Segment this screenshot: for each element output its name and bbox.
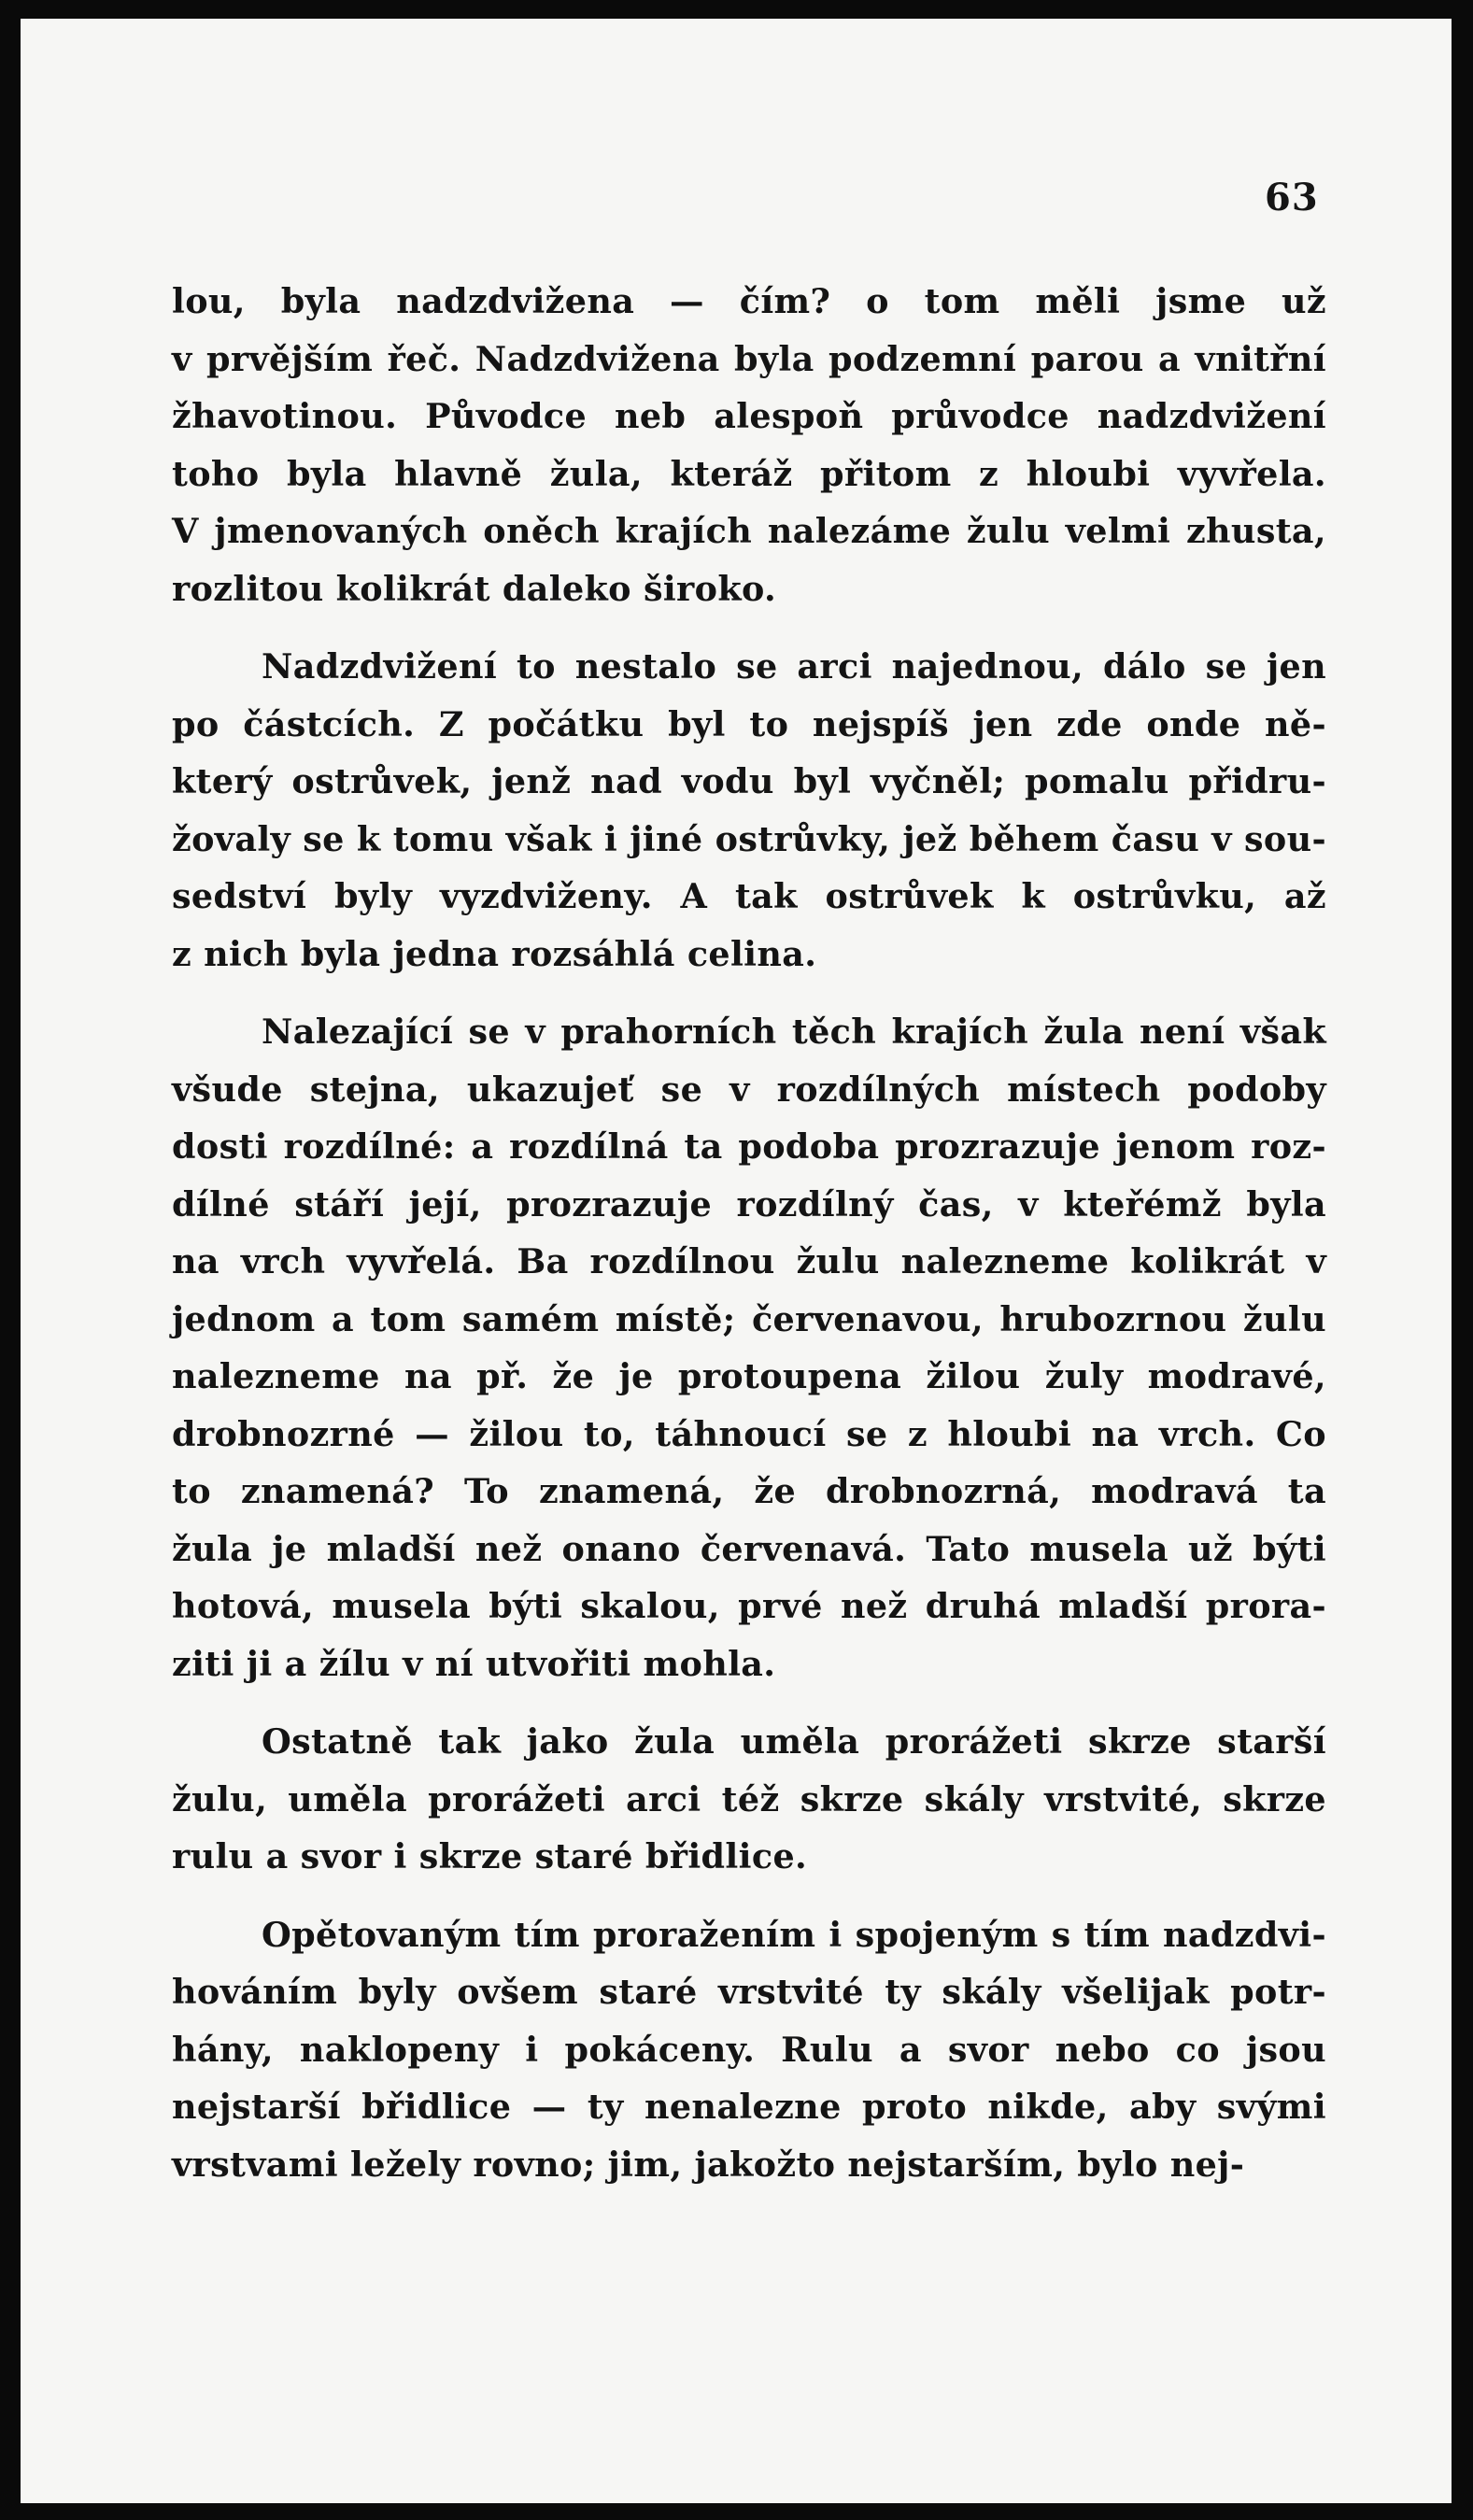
- text-line: Ostatně tak jako žula uměla prorážeti skrze starší: [262, 1721, 1326, 1762]
- paragraph: [172, 1906, 1326, 2194]
- text-line: nalezneme na př. že je protoupena žilou žuly modravé,: [172, 1356, 1326, 1396]
- text-line: z nich byla jedna rozsáhlá celina.: [172, 933, 817, 974]
- text-line: rozlitou kolikrát daleko široko.: [172, 568, 777, 609]
- text-line: žula je mladší než onano červenavá. Tato musela už býti: [172, 1528, 1326, 1569]
- paragraph: [172, 638, 1326, 983]
- text-line: ziti ji a žílu v ní utvořiti mohla.: [172, 1643, 776, 1684]
- text-line: drobnozrné — žilou to, táhnoucí se z hloubi na vrch. Co: [172, 1413, 1326, 1454]
- page-number: 63: [1265, 176, 1319, 219]
- text-line: Nadzdvižení to nestalo se arci najednou, dálo se jen: [262, 646, 1326, 687]
- text-line: který ostrůvek, jenž nad vodu byl vyčněl; pomalu přidru-: [172, 761, 1326, 801]
- text-line: hány, naklopeny i pokáceny. Rulu a svor nebo co jsou: [172, 2029, 1326, 2070]
- text-line: žovaly se k tomu však i jiné ostrůvky, jež během času v sou-: [172, 818, 1326, 859]
- book-page: [21, 19, 1452, 2503]
- text-line: hováním byly ovšem staré vrstvité ty skály všelijak potr-: [172, 1972, 1326, 2012]
- text-line: žulu, uměla prorážeti arci též skrze skály vrstvité, skrze: [172, 1778, 1326, 1819]
- text-line: jednom a tom samém místě; červenavou, hrubozrnou žulu: [172, 1298, 1326, 1339]
- paragraph: [172, 1713, 1326, 1886]
- text-line: vrstvami ležely rovno; jim, jakožto nejstarším, bylo nej-: [172, 2144, 1245, 2185]
- text-line: rulu a svor i skrze staré břidlice.: [172, 1836, 808, 1876]
- text-line: dosti rozdílné: a rozdílná ta podoba prozrazuje jenom roz-: [172, 1126, 1326, 1167]
- text-line: všude stejna, ukazujeť se v rozdílných místech podoby: [172, 1069, 1326, 1110]
- body-text: [172, 273, 1326, 2193]
- text-line: sedství byly vyzdviženy. A tak ostrůvek k ostrůvku, až: [172, 876, 1326, 916]
- paragraph: [172, 1003, 1326, 1692]
- text-line: lou, byla nadzdvižena — čím? o tom měli jsme už: [172, 281, 1326, 321]
- text-line: Opětovaným tím proražením i spojeným s tím nadzdvi-: [262, 1914, 1326, 1955]
- text-line: hotová, musela býti skalou, prvé než druhá mladší prora-: [172, 1586, 1326, 1626]
- text-line: Nalezající se v prahorních těch krajích žula není však: [262, 1012, 1326, 1052]
- text-line: v prvějším řeč. Nadzdvižena byla podzemní parou a vnitřní: [172, 338, 1326, 379]
- paragraph: [172, 273, 1326, 617]
- text-line: žhavotinou. Původce neb alespoň průvodce nadzdvižení: [172, 396, 1326, 436]
- text-line: na vrch vyvřelá. Ba rozdílnou žulu nalezneme kolikrát v: [172, 1241, 1326, 1281]
- text-line: toho byla hlavně žula, kteráž přitom z hloubi vyvřela.: [172, 453, 1326, 494]
- text-line: V jmenovaných oněch krajích nalezáme žulu velmi zhusta,: [172, 511, 1326, 551]
- text-line: dílné stáří její, prozrazuje rozdílný čas, v kteřémž byla: [172, 1183, 1326, 1225]
- text-line: po částcích. Z počátku byl to nejspíš jen zde onde ně-: [172, 703, 1326, 744]
- text-line: to znamená? To znamená, že drobnozrná, modravá ta: [172, 1471, 1326, 1511]
- text-line: nejstarší břidlice — ty nenalezne proto nikde, aby svými: [172, 2087, 1326, 2127]
